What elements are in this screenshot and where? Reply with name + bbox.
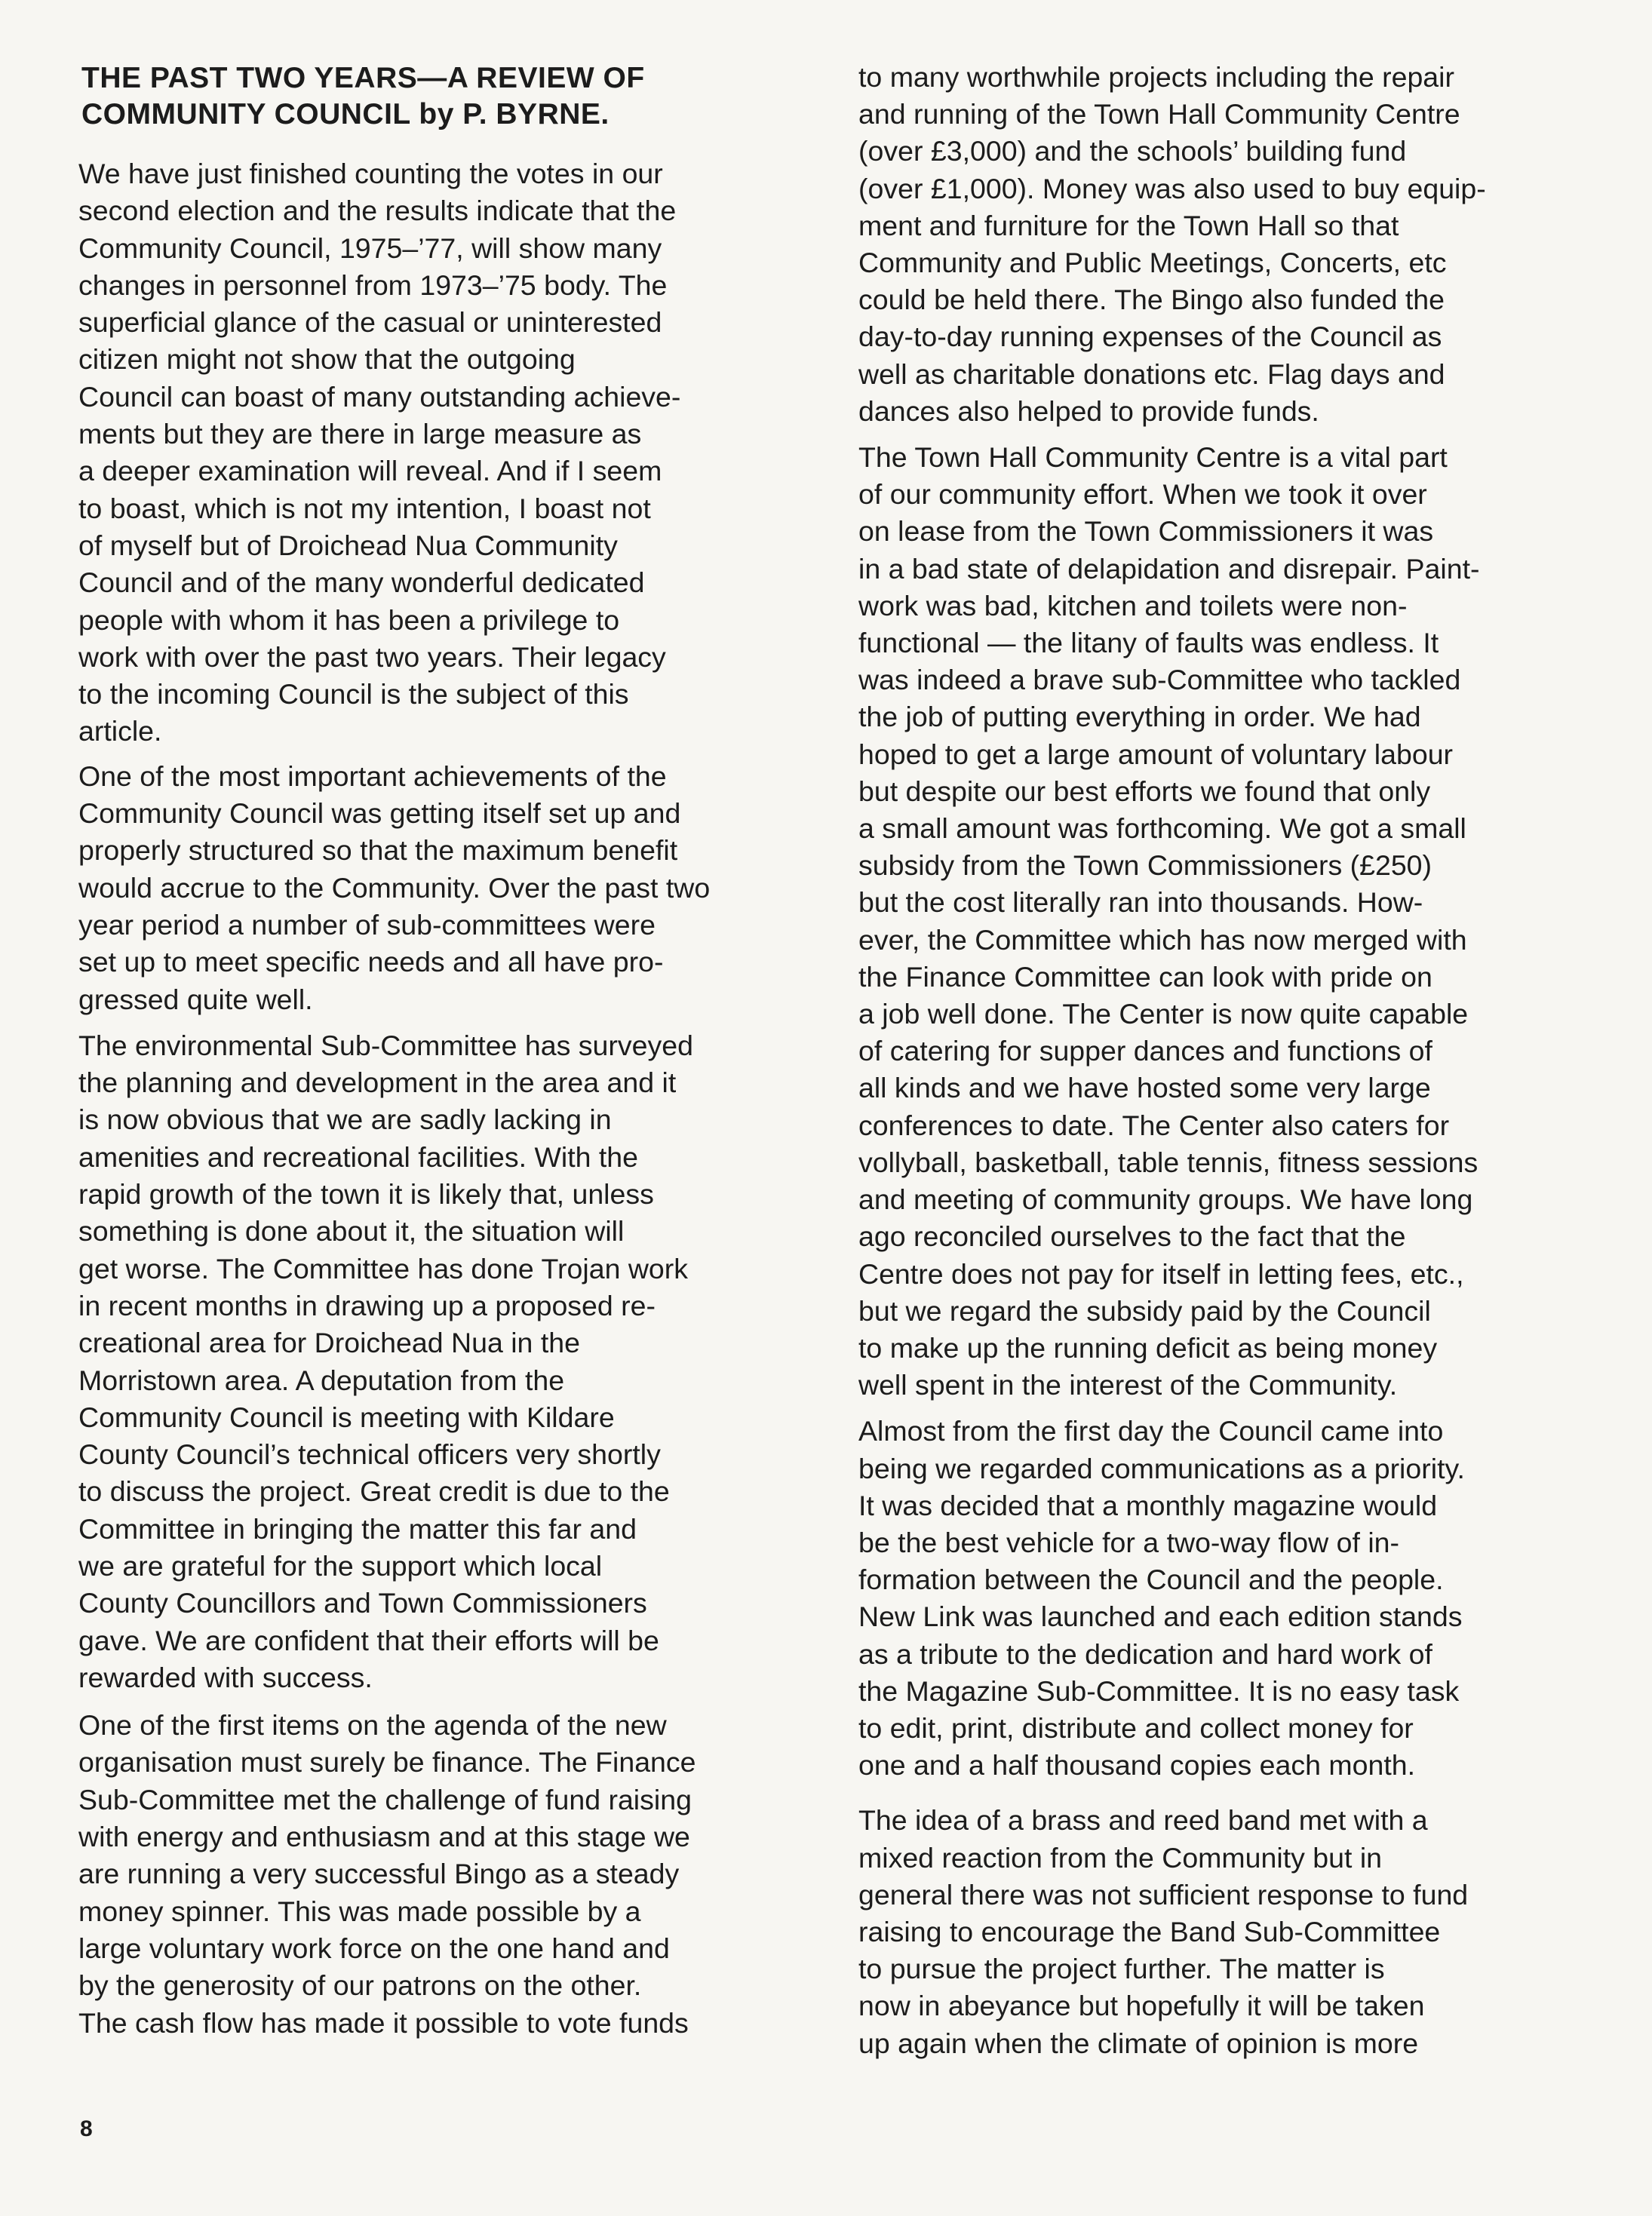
text-line: Committee in bringing the matter this far and	[78, 1512, 637, 1545]
text-line: in recent months in drawing up a proposed re-	[78, 1289, 656, 1321]
text-line: The cash flow has made it possible to vote funds	[78, 2006, 689, 2039]
text-line: the job of putting everything in order. We had	[858, 701, 1421, 733]
title-line: THE PAST TWO YEARS—A REVIEW OF	[81, 62, 645, 94]
text-line: (over £3,000) and the schools’ building fund	[858, 135, 1407, 167]
text-line: properly structured so that the maximum benefit	[78, 834, 678, 867]
text-line: vollyball, basketball, table tennis, fitness sessions	[858, 1146, 1479, 1178]
text-line: New Link was launched and each edition stands	[858, 1601, 1463, 1633]
text-line: County Council’s technical officers very shortly	[78, 1438, 661, 1471]
text-line: something is done about it, the situation will	[78, 1215, 625, 1248]
text-line: changes in personnel from 1973–’75 body. The	[78, 269, 668, 301]
text-line: citizen might not show that the outgoing	[78, 343, 576, 376]
text-line: functional — the litany of faults was endless. It	[858, 627, 1439, 659]
text-line: day-to-day running expenses of the Council as	[858, 321, 1442, 353]
right-column-text	[858, 59, 1620, 2062]
text-line: general there was not sufficient response to fund	[858, 1878, 1469, 1911]
text-line: but despite our best efforts we found that only	[858, 775, 1431, 807]
text-line: year period a number of sub-committees were	[78, 908, 656, 941]
text-line: The Town Hall Community Centre is a vital part	[858, 441, 1448, 474]
text-line: Community Council was getting itself set up and	[78, 797, 681, 830]
text-line: conferences to date. The Center also caters for	[858, 1109, 1450, 1141]
text-line: and meeting of community groups. We have long	[858, 1183, 1473, 1216]
text-line: County Councillors and Town Commissioners	[78, 1587, 647, 1619]
text-line: the Magazine Sub-Committee. It is no easy task	[858, 1674, 1460, 1707]
text-line: work with over the past two years. Their legacy	[78, 640, 666, 673]
text-line: all kinds and we have hosted some very large	[858, 1072, 1431, 1104]
text-line: would accrue to the Community. Over the past two	[78, 871, 711, 904]
text-line: be the best vehicle for a two-way flow of in-	[858, 1526, 1400, 1558]
text-line: a deeper examination will reveal. And if I seem	[78, 455, 662, 487]
text-line: Council can boast of many outstanding achieve-	[78, 380, 681, 413]
text-line: the Finance Committee can look with pride on	[858, 960, 1432, 993]
text-line: was indeed a brave sub-Committee who tackled	[858, 664, 1461, 696]
text-line: of our community effort. When we took it over	[858, 478, 1427, 511]
text-line: a small amount was forthcoming. We got a small	[858, 812, 1466, 845]
text-line: to pursue the project further. The matter is	[858, 1953, 1385, 1985]
text-line: get worse. The Committee has done Trojan work	[78, 1252, 689, 1284]
left-column	[78, 60, 840, 2049]
text-line: large voluntary work force on the one hand and	[78, 1932, 670, 1964]
text-line: creational area for Droichead Nua in the	[78, 1327, 580, 1359]
text-line: well spent in the interest of the Community.	[858, 1369, 1398, 1401]
text-line: raising to encourage the Band Sub-Committee	[858, 1915, 1441, 1947]
text-line: could be held there. The Bingo also funded the	[858, 284, 1445, 316]
text-line: to discuss the project. Great credit is due to the	[78, 1475, 670, 1508]
text-line: One of the first items on the agenda of the new	[78, 1709, 667, 1742]
right-column	[858, 59, 1620, 2070]
text-line: being we regarded communications as a priority.	[858, 1452, 1465, 1484]
text-line: to many worthwhile projects including the repair	[858, 61, 1454, 93]
text-line: (over £1,000). Money was also used to buy equip-	[858, 172, 1486, 204]
text-line: rewarded with success.	[78, 1661, 373, 1693]
text-line: but the cost literally ran into thousands. How-	[858, 886, 1423, 919]
paragraph	[858, 59, 1620, 430]
text-line: rapid growth of the town it is likely that, unless	[78, 1178, 654, 1211]
text-line: ments but they are there in large measure as	[78, 418, 642, 450]
text-line: superficial glance of the casual or uninterested	[78, 306, 662, 339]
text-line: up again when the climate of opinion is more	[858, 2027, 1419, 2059]
text-line: of catering for supper dances and functions of	[858, 1035, 1432, 1067]
text-line: second election and the results indicate that the	[78, 195, 677, 227]
text-line: work was bad, kitchen and toilets were non-	[858, 589, 1408, 622]
left-column-text	[78, 155, 840, 2042]
text-line: ever, the Committee which has now merged with	[858, 923, 1467, 956]
text-line: organisation must surely be finance. The Finance	[78, 1746, 696, 1779]
text-line: to boast, which is not my intention, I boast not	[78, 492, 651, 524]
paragraph	[858, 1413, 1620, 1784]
text-line: one and a half thousand copies each month.	[858, 1749, 1416, 1782]
text-line: Community and Public Meetings, Concerts, etc	[858, 247, 1447, 279]
text-line: Morristown area. A deputation from the	[78, 1364, 565, 1396]
text-line: Almost from the first day the Council came into	[858, 1415, 1444, 1447]
text-line: people with whom it has been a privilege to	[78, 603, 620, 636]
text-line: on lease from the Town Commissioners it was	[858, 515, 1434, 548]
text-line: gave. We are confident that their efforts will be	[78, 1624, 659, 1656]
text-line: to the incoming Council is the subject of this	[78, 678, 629, 711]
text-line: a job well done. The Center is now quite capable	[858, 998, 1469, 1030]
text-line: in a bad state of delapidation and disrepair. Paint-	[858, 552, 1480, 585]
text-line: amenities and recreational facilities. With the	[78, 1140, 639, 1173]
text-line: We have just finished counting the votes in our	[78, 158, 663, 189]
text-line: and running of the Town Hall Community Centre	[858, 98, 1460, 130]
title-line: COMMUNITY COUNCIL by P. BYRNE.	[81, 98, 610, 130]
text-line: by the generosity of our patrons on the other.	[78, 1969, 642, 2002]
text-line: to edit, print, distribute and collect money for	[858, 1711, 1414, 1744]
text-line: gressed quite well.	[78, 983, 313, 1015]
text-line: article.	[78, 715, 162, 747]
text-line: of myself but of Droichead Nua Community	[78, 529, 618, 561]
paragraph	[78, 1027, 840, 1696]
text-line: Sub-Committee met the challenge of fund raising	[78, 1783, 692, 1815]
text-line: is now obvious that we are sadly lacking in	[78, 1103, 612, 1136]
paragraph	[858, 439, 1620, 1404]
text-line: as a tribute to the dedication and hard work of	[858, 1637, 1432, 1670]
text-line: but we regard the subsidy paid by the Council	[858, 1294, 1431, 1327]
text-line: we are grateful for the support which local	[78, 1549, 603, 1582]
text-line: Community Council, 1975–’77, will show many	[78, 232, 662, 264]
text-line: with energy and enthusiasm and at this stage we	[78, 1821, 690, 1853]
text-line: ago reconciled ourselves to the fact that the	[858, 1220, 1406, 1253]
text-line: ment and furniture for the Town Hall so that	[858, 209, 1399, 241]
text-line: The environmental Sub-Committee has surveyed	[78, 1029, 693, 1061]
text-line: The idea of a brass and reed band met with a	[858, 1804, 1428, 1837]
text-line: well as charitable donations etc. Flag days and	[858, 358, 1445, 390]
paragraph	[858, 1802, 1620, 2061]
text-line: One of the most important achievements of the	[78, 760, 667, 792]
text-line: dances also helped to provide funds.	[858, 394, 1319, 427]
text-line: hoped to get a large amount of voluntary labour	[858, 738, 1454, 770]
paragraph	[78, 1707, 840, 2042]
text-line: It was decided that a monthly magazine would	[858, 1489, 1438, 1521]
text-line: Council and of the many wonderful dedicated	[78, 566, 645, 599]
text-line: Centre does not pay for itself in letting fees, etc.,	[858, 1257, 1464, 1290]
text-line: formation between the Council and the people.	[858, 1564, 1444, 1596]
text-line: are running a very successful Bingo as a steady	[78, 1858, 680, 1890]
text-line: the planning and development in the area and it	[78, 1067, 677, 1099]
text-line: subsidy from the Town Commissioners (£250)	[858, 849, 1432, 882]
text-line: set up to meet specific needs and all have pro-	[78, 946, 664, 978]
paragraph	[78, 155, 840, 750]
page-number: 8	[80, 2116, 93, 2141]
text-line: mixed reaction from the Community but in	[858, 1841, 1383, 1874]
paragraph	[78, 758, 840, 1018]
text-line: Community Council is meeting with Kildare	[78, 1401, 615, 1433]
text-line: now in abeyance but hopefully it will be taken	[858, 1990, 1425, 2022]
text-line: to make up the running deficit as being money	[858, 1331, 1438, 1364]
article-title	[81, 60, 840, 133]
text-line: money spinner. This was made possible by a	[78, 1895, 641, 1927]
